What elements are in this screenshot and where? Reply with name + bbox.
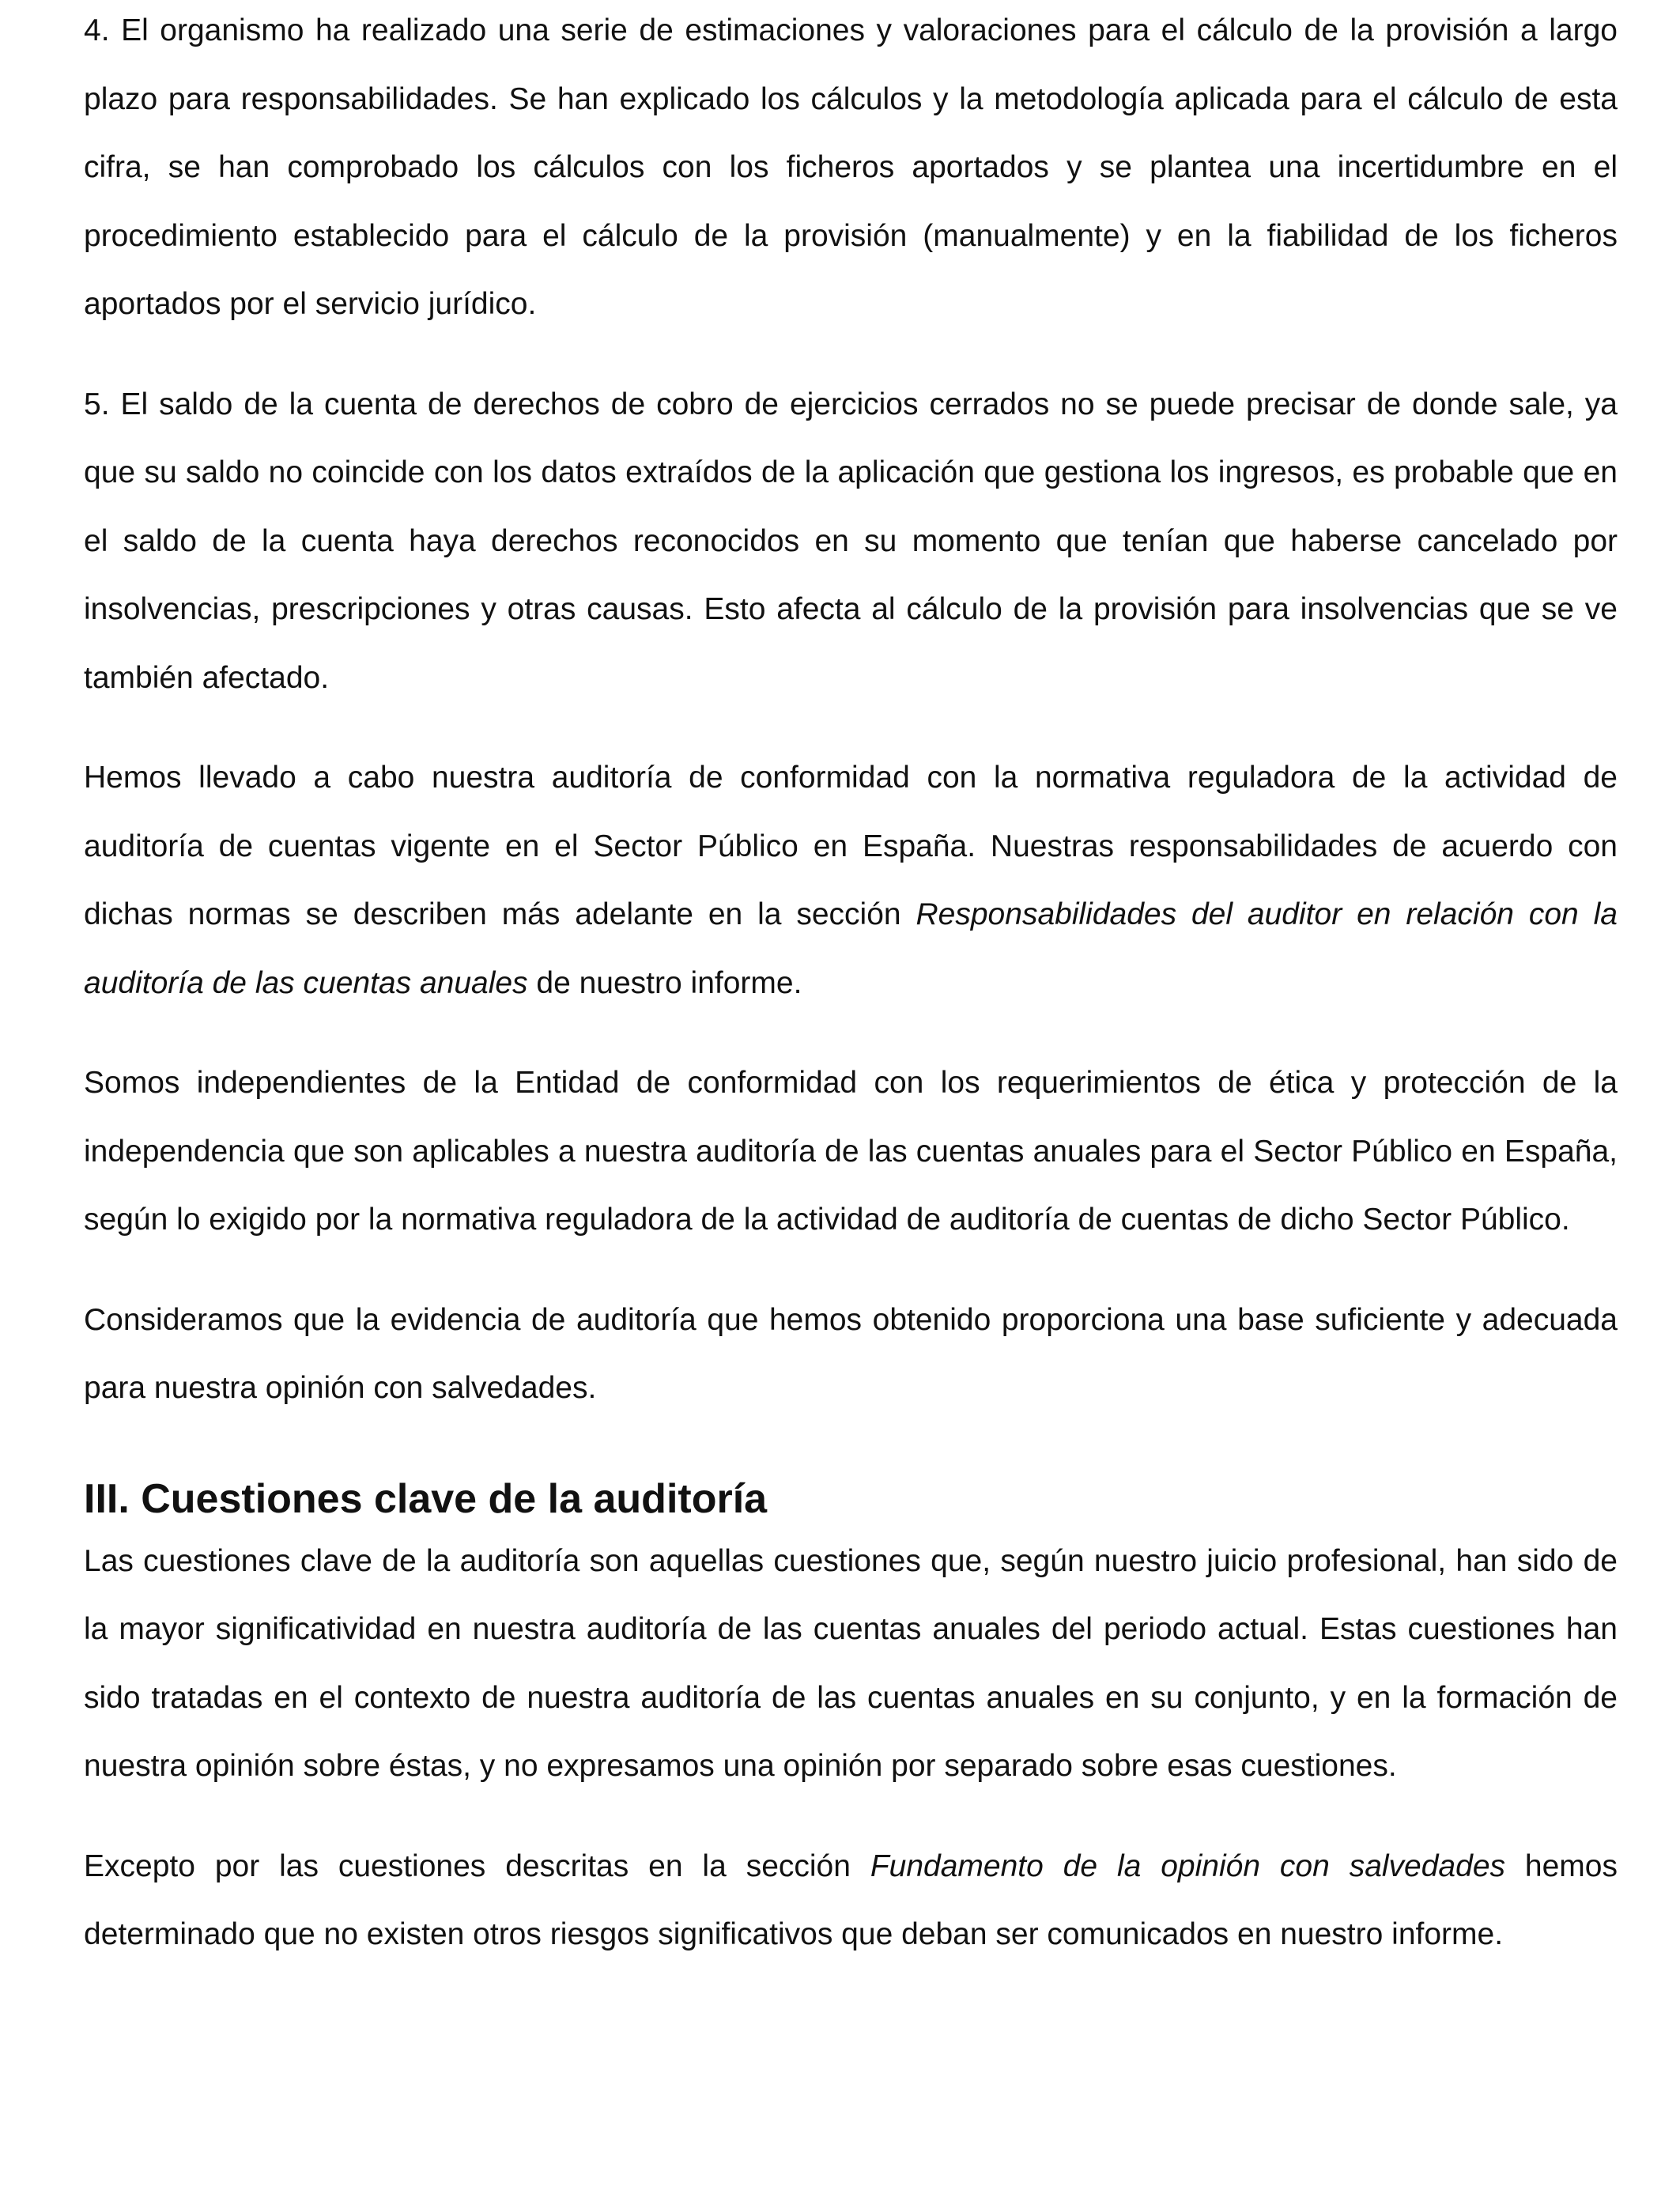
paragraph-normativa-tail: de nuestro informe. — [527, 965, 802, 1000]
section-heading-cuestiones-clave: III. Cuestiones clave de la auditoría — [84, 1475, 768, 1522]
section-reference-fundamento: Fundamento de la opinión con salvedades — [870, 1848, 1506, 1883]
paragraph-excepto-tail: hemos determinado que no existen otros riesgos significativos que deban ser comunicados en nuestro informe. — [84, 1848, 1618, 1951]
paragraph-item-4: 4. El organismo ha realizado una serie de estimaciones y valoraciones para el cálculo de la provisión a largo plazo para responsabilidades. Se han explicado los cálculos y la metodología aplicada para el cálculo de esta cifra, se han comprobado los cálculos con los ficheros aportados y se plantea una incertidumbre en el procedimiento establecido para el cálculo de la provisión (manualmente) y en la fiabilidad de los ficheros aportados por el servicio jurídico. — [84, 13, 1618, 321]
paragraph-normativa-text: Hemos llevado a cabo nuestra auditoría de conformidad con la normativa reguladora de la actividad de auditoría de cuentas vigente en el Sector Público en España. Nuestras responsabilidades de acuerdo con dichas normas se describen más adelante en la sección — [84, 761, 1618, 931]
paragraph-normativa — [84, 744, 1618, 1018]
document-page — [84, 0, 1618, 2194]
paragraph-evidencia: Consideramos que la evidencia de auditoría que hemos obtenido proporciona una base suficiente y adecuada para nuestra opinión con salvedades. — [84, 1302, 1618, 1405]
paragraph-independencia: Somos independientes de la Entidad de conformidad con los requerimientos de ética y protección de la independencia que son aplicables a nuestra auditoría de las cuentas anuales para el Sector Público en España, según lo exigido por la normativa reguladora de la actividad de auditoría de cuentas de dicho Sector Público. — [84, 1066, 1618, 1237]
paragraph-cuestiones: Las cuestiones clave de la auditoría son aquellas cuestiones que, según nuestro juicio profesional, han sido de la mayor significatividad en nuestra auditoría de las cuentas anuales del periodo actual. Estas cuestiones han sido tratadas en el contexto de nuestra auditoría de las cuentas anuales en su conjunto, y en la formación de nuestra opinión sobre éstas, y no expresamos una opinión por separado sobre esas cuestiones. — [84, 1543, 1618, 1783]
paragraph-excepto — [84, 1833, 1618, 1969]
paragraph-item-5: 5. El saldo de la cuenta de derechos de cobro de ejercicios cerrados no se puede precisar de donde sale, ya que su saldo no coincide con los datos extraídos de la aplicación que gestiona los ingresos, es probable que en el saldo de la cuenta haya derechos reconocidos en su momento que tenían que haberse cancelado por insolvencias, prescripciones y otras causas. Esto afecta al cálculo de la provisión para insolvencias que se ve también afectado. — [84, 387, 1618, 695]
paragraph-excepto-text: Excepto por las cuestiones descritas en la sección — [84, 1848, 870, 1883]
section-reference-responsabilidades: Responsabilidades del auditor en relación con la auditoría de las cuentas anuales — [84, 897, 1618, 1000]
